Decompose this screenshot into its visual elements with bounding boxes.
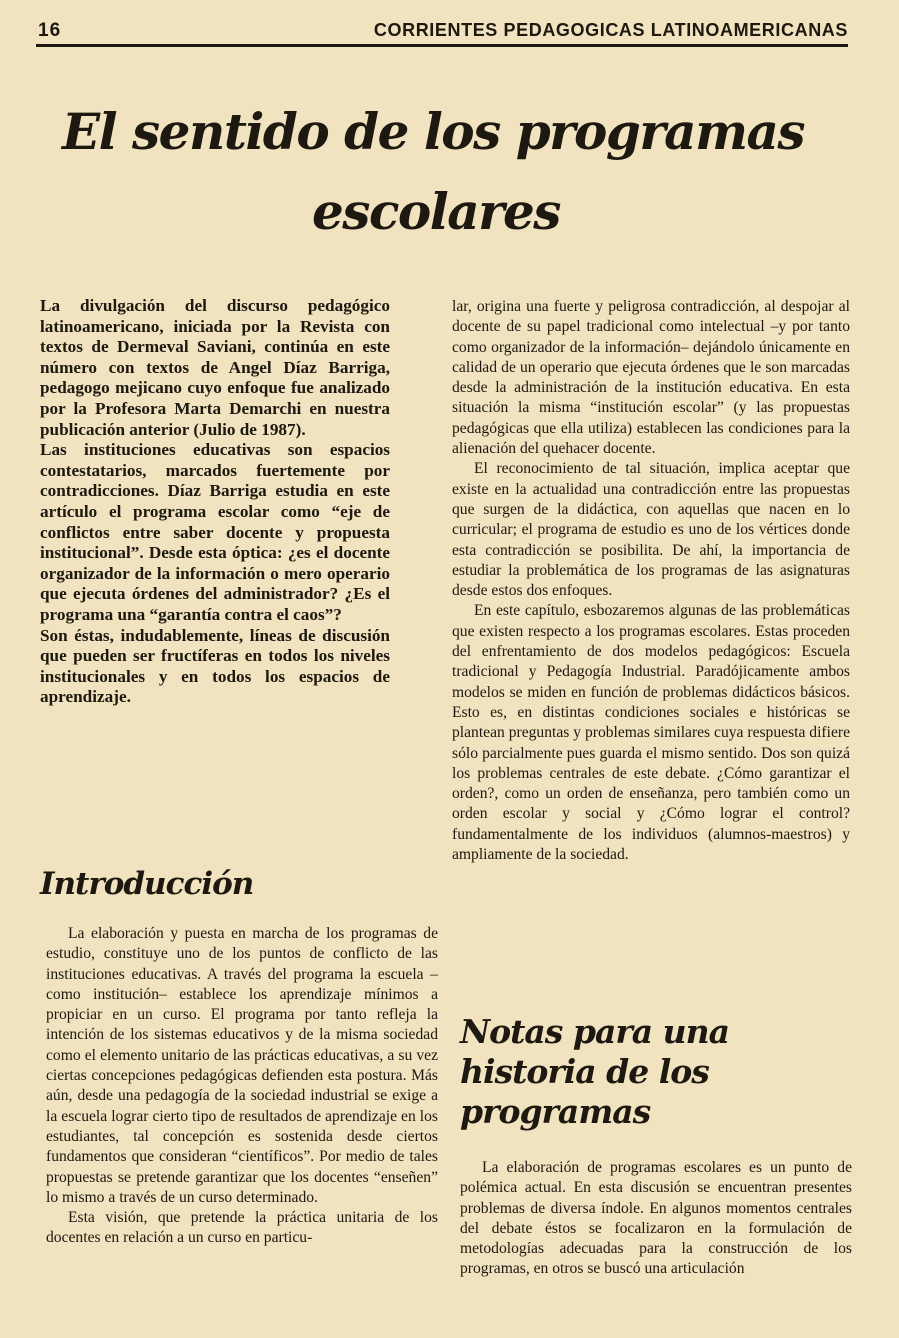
- section-heading-line: Notas para una: [460, 1012, 729, 1051]
- body-paragraph: lar, origina una fuerte y peligrosa contradicción, al despojar al docente de su papel tradicional como intelectual –y por tanto como organizador de la información– dejándolo únicamente en calidad de un operario que ejecuta órdenes que le son marcadas desde la administración de la institución educativa. En esta situación la misma “institución escolar” (y las propuestas pedagógicas que ella utiliza) establecen las condiciones para la alienación del quehacer docente.: [452, 298, 850, 458]
- body-paragraph: Esta visión, que pretende la práctica unitaria de los docentes en relación a un curso en particu-: [46, 1209, 438, 1247]
- running-title: CORRIENTES PEDAGOGICAS LATINOAMERICANAS: [373, 20, 848, 40]
- header-rule: [36, 44, 848, 47]
- right-column-body: [452, 297, 850, 865]
- abstract-paragraph: La divulgación del discurso pedagógico latinoamericano, iniciada por la Revista con textos de Dermeval Saviani, continúa en este número con textos de Angel Díaz Barriga, pedagogo mejicano cuyo enfoque fue analizado por la Profesora Marta Demarchi en nuestra publicación anterior (Julio de 1987).: [40, 296, 390, 439]
- body-paragraph: La elaboración de programas escolares es un punto de polémica actual. En esta discusión se encuentran presentes problemas de diversa índole. En algunos momentos centrales del debate éstos se focalizaron en la formulación de metodologías adecuadas para la construcción de los programas, en otros se buscó una articulación: [460, 1159, 852, 1278]
- section-heading-notas: [460, 1012, 820, 1132]
- body-paragraph: En este capítulo, esbozaremos algunas de las problemáticas que existen respecto a los programas escolares. Estas proceden del enfrentamiento de dos modelos pedagógicos: Escuela tradicional y Pedagogía Industrial. Paradójicamente ambos modelos se miden en función de problemas didácticos básicos. Esto es, en distintas condiciones sociales e históricas se plantean preguntas y problemas similares cuya respuesta difiere sólo parcialmente pues guarda el mismo sentido. Dos son quizá los problemas centrales de este debate. ¿Cómo garantizar el orden?, como un orden de enseñanza, pero también como un orden escolar y social y ¿Cómo lograr el control? fundamentalmente de los individuos (alumnos-maestros) y ampliamente de la sociedad.: [452, 602, 850, 864]
- body-paragraph: La elaboración y puesta en marcha de los programas de estudio, constituye uno de los puntos de conflicto de las instituciones educativas. A través del programa la escuela –como institución– establece los aprendizaje mínimos a propiciar en un curso. El programa por tanto refleja la intención de los sistemas educativos y de la misma sociedad como el elemento unitario de las prácticas educativas, a su vez ciertas concepciones pedagógicas defienden esta postura. Más aún, desde una pedagogía de la sociedad industrial se exige a la escuela lograr cierto tipo de resultados de aprendizaje en los estudiantes, tal concepción es sostenida desde ciertos fundamentos que consideran “científicos”. Por medio de tales propuestas se pretende garantizar que los docentes “enseñen” lo mismo a través de un curso determinado.: [46, 925, 438, 1206]
- section-heading-line: programas: [460, 1092, 651, 1131]
- article-title-line1: El sentido de los programas: [62, 102, 805, 161]
- body-paragraph: El reconocimiento de tal situación, implica aceptar que existe en la actualidad una contradicción entre las propuestas que surgen de la didáctica, con aquellas que nacen en lo curricular; el programa de estudio es uno de los vértices donde esta contradicción se posibilita. De ahí, la importancia de estudiar la problemática de los programas de las asignaturas desde estos dos enfoques.: [452, 460, 850, 600]
- abstract-paragraph: Las instituciones educativas son espacios contestatarios, marcados fuertemente por contradicciones. Díaz Barriga estudia en este artículo el programa escolar como “eje de conflictos entre saber docente y propuesta institucional”. Desde esta óptica: ¿es el docente organizador de la información o mero operario que ejecuta órdenes del administrador? ¿Es el programa una “garantía contra el caos”?: [40, 440, 390, 624]
- abstract-paragraph: Son éstas, indudablemente, líneas de discusión que pueden ser fructíferas en todos los niveles institucionales y en todos los espacios de aprendizaje.: [40, 625, 390, 707]
- page-number: 16: [38, 20, 62, 41]
- notas-body: [460, 1158, 852, 1280]
- section-heading-introduccion: Introducción: [40, 866, 254, 902]
- section-heading-line: historia de los: [460, 1052, 709, 1091]
- article-abstract: [40, 296, 390, 708]
- article-title: [40, 92, 860, 252]
- article-title-line2: escolares: [312, 182, 560, 241]
- intro-body: [46, 924, 438, 1249]
